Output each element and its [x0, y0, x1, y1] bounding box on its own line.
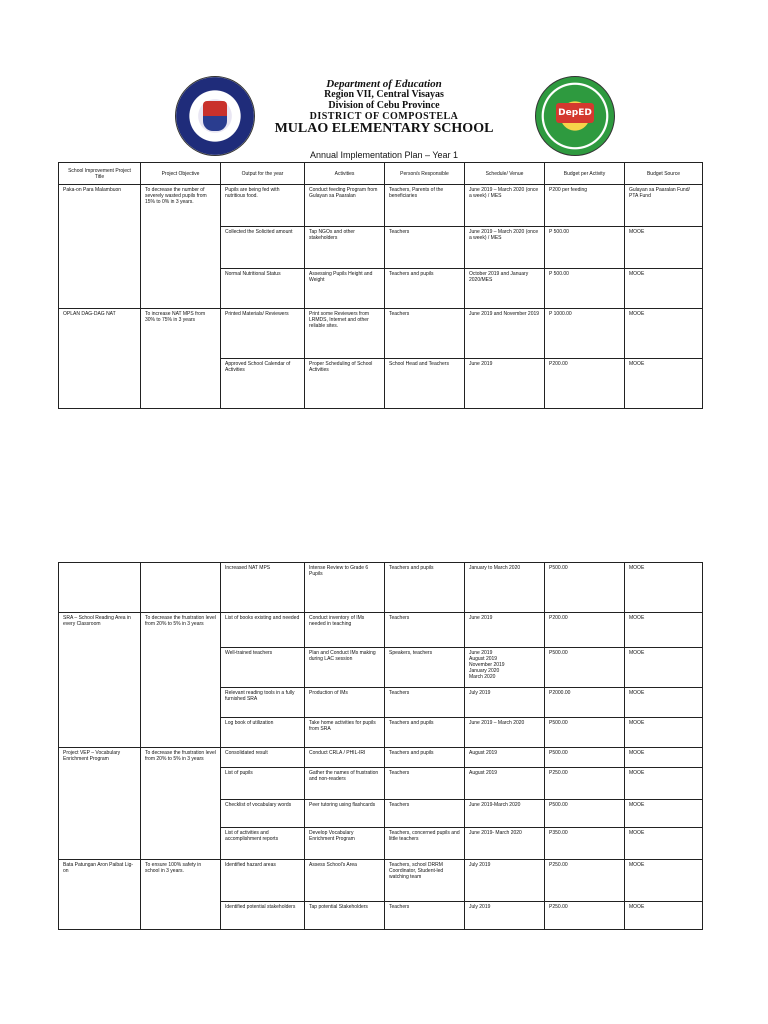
output-cell: Checklist of vocabulary words: [221, 800, 305, 828]
implementation-plan-table-2: [58, 562, 703, 930]
project-title-cell: SRA – School Reading Area in every Classroom: [59, 613, 141, 748]
persons-responsible-cell: Teachers: [385, 613, 465, 648]
output-cell: List of pupils: [221, 768, 305, 800]
output-cell: Identified hazard areas: [221, 860, 305, 902]
budget-cell: P500.00: [545, 648, 625, 688]
schedule-venue-cell: June 2019-March 2020: [465, 800, 545, 828]
table-body: [59, 563, 703, 930]
schedule-venue-cell: October 2019 and January 2020/MES: [465, 269, 545, 309]
persons-responsible-cell: Teachers: [385, 227, 465, 269]
schedule-venue-cell: August 2019: [465, 748, 545, 768]
budget-source-cell: MOOE: [625, 309, 703, 359]
table-body: [59, 185, 703, 409]
column-header: Schedule/ Venue: [465, 163, 545, 185]
persons-responsible-cell: Teachers and pupils: [385, 748, 465, 768]
budget-source-cell: MOOE: [625, 563, 703, 613]
output-cell: List of activities and accomplishment reports: [221, 828, 305, 860]
table-row: [59, 613, 703, 648]
budget-source-cell: MOOE: [625, 359, 703, 409]
column-header: Project Objective: [141, 163, 221, 185]
persons-responsible-cell: Teachers, concerned pupils and little teachers: [385, 828, 465, 860]
persons-responsible-cell: Teachers: [385, 688, 465, 718]
budget-cell: P250.00: [545, 860, 625, 902]
project-title-cell: Paka-on Para Malambuon: [59, 185, 141, 309]
persons-responsible-cell: Teachers and pupils: [385, 269, 465, 309]
activities-cell: Proper Scheduling of School Activities: [305, 359, 385, 409]
persons-responsible-cell: Teachers, Parents of the beneficiaries: [385, 185, 465, 227]
budget-source-cell: MOOE: [625, 902, 703, 930]
division-title: Division of Cebu Province: [328, 100, 440, 111]
project-objective-cell: To decrease the number of severely wasted pupils from 15% to 0% in 3 years.: [141, 185, 221, 309]
budget-source-cell: MOOE: [625, 688, 703, 718]
persons-responsible-cell: School Head and Teachers: [385, 359, 465, 409]
output-cell: Well-trained teachers: [221, 648, 305, 688]
persons-responsible-cell: Teachers, school DRRM Coordinator, Student-led watching team: [385, 860, 465, 902]
schedule-venue-cell: June 2019 – March 2020: [465, 718, 545, 748]
column-header: Budget per Activity: [545, 163, 625, 185]
project-objective-cell: To increase NAT MPS from 30% to 75% in 3 years: [141, 309, 221, 409]
deped-logo-text: DepED: [556, 103, 594, 123]
budget-cell: P500.00: [545, 718, 625, 748]
schedule-venue-cell: June 2019 August 2019 November 2019 January 2020 March 2020: [465, 648, 545, 688]
column-header: Activities: [305, 163, 385, 185]
activities-cell: Conduct CRLA / PHIL-IRI: [305, 748, 385, 768]
budget-source-cell: MOOE: [625, 860, 703, 902]
budget-cell: P200.00: [545, 359, 625, 409]
table-row: [59, 563, 703, 613]
table-row: [59, 860, 703, 902]
budget-source-cell: MOOE: [625, 227, 703, 269]
output-cell: List of books existing and needed: [221, 613, 305, 648]
budget-cell: P200.00: [545, 613, 625, 648]
budget-source-cell: MOOE: [625, 613, 703, 648]
activities-cell: Peer tutoring using flashcards: [305, 800, 385, 828]
schedule-venue-cell: June 2019 – March 2020 (once a week) / MES: [465, 185, 545, 227]
budget-cell: P500.00: [545, 800, 625, 828]
schedule-venue-cell: June 2019- March 2020: [465, 828, 545, 860]
activities-cell: Intense Review to Grade 6 Pupils: [305, 563, 385, 613]
output-cell: Identified potential stakeholders: [221, 902, 305, 930]
schedule-venue-cell: June 2019: [465, 359, 545, 409]
plan-title: Annual Implementation Plan – Year 1: [309, 150, 459, 160]
table-row: [59, 748, 703, 768]
activities-cell: Production of IMs: [305, 688, 385, 718]
budget-source-cell: MOOE: [625, 648, 703, 688]
output-cell: Normal Nutritional Status: [221, 269, 305, 309]
budget-cell: P 500.00: [545, 269, 625, 309]
activities-cell: Conduct inventory of IMs needed in teaching: [305, 613, 385, 648]
budget-cell: P2000.00: [545, 688, 625, 718]
activities-cell: Assess School's Area: [305, 860, 385, 902]
persons-responsible-cell: Teachers: [385, 309, 465, 359]
activities-cell: Take home activities for pupils from SRA: [305, 718, 385, 748]
project-objective-cell: To decrease the frustration level from 20% to 5% in 3 years: [141, 613, 221, 748]
budget-cell: P 500.00: [545, 227, 625, 269]
budget-source-cell: MOOE: [625, 748, 703, 768]
schedule-venue-cell: July 2019: [465, 688, 545, 718]
activities-cell: Assessing Pupils Height and Weight: [305, 269, 385, 309]
budget-cell: P 1000.00: [545, 309, 625, 359]
budget-source-cell: MOOE: [625, 718, 703, 748]
schedule-venue-cell: June 2019: [465, 613, 545, 648]
output-cell: Relevant reading tools in a fully furnished SRA: [221, 688, 305, 718]
activities-cell: Gather the names of frustration and non-readers: [305, 768, 385, 800]
region-title: Region VII, Central Visayas: [324, 89, 444, 100]
schedule-venue-cell: June 2019 – March 2020 (once a week) / MES: [465, 227, 545, 269]
output-cell: Printed Materials/ Reviewers: [221, 309, 305, 359]
table-row: [59, 309, 703, 359]
project-objective-cell: [141, 563, 221, 613]
table-header-row: [59, 163, 703, 185]
output-cell: Pupils are being fed with nutritious food.: [221, 185, 305, 227]
output-cell: Consolidated result: [221, 748, 305, 768]
budget-source-cell: MOOE: [625, 800, 703, 828]
persons-responsible-cell: Teachers: [385, 768, 465, 800]
schedule-venue-cell: July 2019: [465, 860, 545, 902]
school-name: MULAO ELEMENTARY SCHOOL: [274, 121, 494, 136]
district-title: DISTRICT OF COMPOSTELA: [309, 111, 459, 122]
schedule-venue-cell: August 2019: [465, 768, 545, 800]
project-title-cell: Bata Patungan Aron Paibat Lig-on: [59, 860, 141, 930]
output-cell: Increased NAT MPS: [221, 563, 305, 613]
column-header: School Improvement Project Title: [59, 163, 141, 185]
project-title-cell: OPLAN DAG-DAG NAT: [59, 309, 141, 409]
output-cell: Approved School Calendar of Activities: [221, 359, 305, 409]
project-objective-cell: To ensure 100% safety in school in 3 years.: [141, 860, 221, 930]
implementation-plan-table-1: [58, 162, 703, 409]
output-cell: Log book of utilization: [221, 718, 305, 748]
budget-source-cell: MOOE: [625, 768, 703, 800]
column-header: Budget Source: [625, 163, 703, 185]
schedule-venue-cell: January to March 2020: [465, 563, 545, 613]
budget-source-cell: MOOE: [625, 269, 703, 309]
column-header: Output for the year: [221, 163, 305, 185]
budget-cell: P350.00: [545, 828, 625, 860]
project-objective-cell: To decrease the frustration level from 20% to 5% in 3 years: [141, 748, 221, 860]
activities-cell: Tap NGOs and other stakeholders: [305, 227, 385, 269]
budget-cell: P200 per feeding: [545, 185, 625, 227]
activities-cell: Plan and Conduct IMs making during LAC session: [305, 648, 385, 688]
schedule-venue-cell: June 2019 and November 2019: [465, 309, 545, 359]
schedule-venue-cell: July 2019: [465, 902, 545, 930]
activities-cell: Conduct feeding Program from Gulayan sa Paaralan: [305, 185, 385, 227]
table-row: [59, 185, 703, 227]
budget-cell: P500.00: [545, 563, 625, 613]
budget-cell: P250.00: [545, 902, 625, 930]
budget-cell: P250.00: [545, 768, 625, 800]
activities-cell: Tap potential Stakeholders: [305, 902, 385, 930]
project-title-cell: [59, 563, 141, 613]
persons-responsible-cell: Teachers: [385, 800, 465, 828]
persons-responsible-cell: Teachers and pupils: [385, 563, 465, 613]
budget-source-cell: Gulayan sa Paaralan Fund/ PTA Fund: [625, 185, 703, 227]
budget-cell: P500.00: [545, 748, 625, 768]
project-title-cell: Project VEP – Vocabulary Enrichment Program: [59, 748, 141, 860]
budget-source-cell: MOOE: [625, 828, 703, 860]
department-title: Department of Education: [326, 78, 442, 90]
persons-responsible-cell: Teachers: [385, 902, 465, 930]
persons-responsible-cell: Speakers, teachers: [385, 648, 465, 688]
output-cell: Collected the Solicited amount: [221, 227, 305, 269]
column-header: Person/s Responsible: [385, 163, 465, 185]
persons-responsible-cell: Teachers and pupils: [385, 718, 465, 748]
activities-cell: Print some Reviewers from LRMDS, Internet and other reliable sites.: [305, 309, 385, 359]
activities-cell: Develop Vocabulary Enrichment Program: [305, 828, 385, 860]
